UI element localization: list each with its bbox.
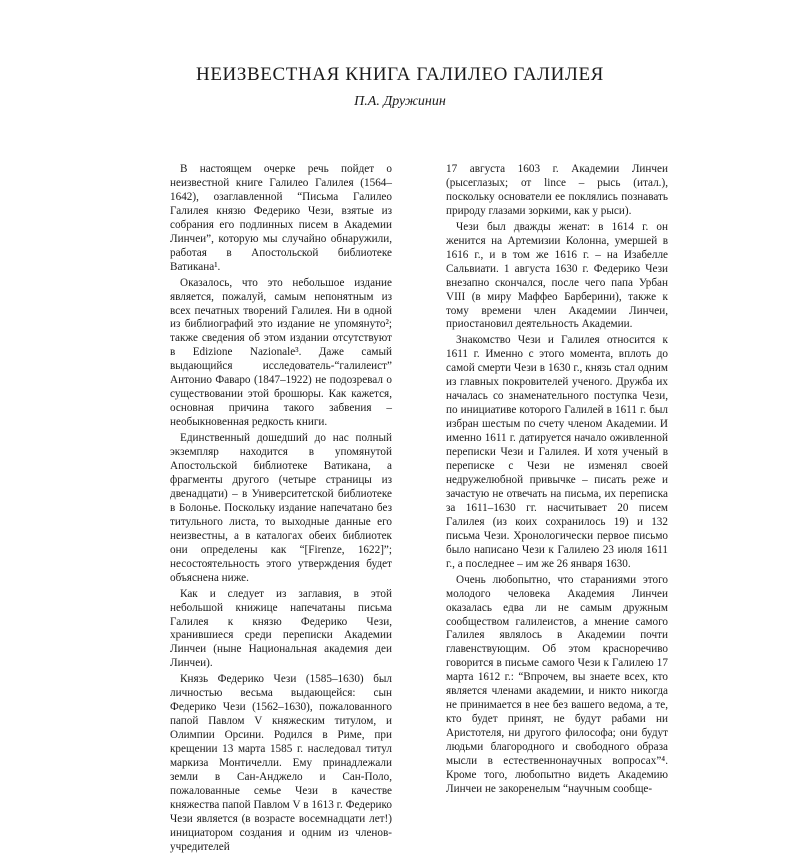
paragraph: Князь Федерико Чези (1585–1630) был личностью весьма выдающейся: сын Федерико Чези (1562–1630), пожалованного папой Павлом V княжеским титулом, и Олимпии Орсини. Родился в Риме, при крещении 13 марта 1585 г. наследовал титул маркиза Монтичелли. Ему принадлежали земли в Сан-Анджело и Сан-Поло, пожалованные семье Чези в качестве княжества папой Павлом V в 1613 г. Федерико Чези является (в возрасте восемнадцати лет!) инициатором создания и одним из членов-учредителей [170, 673, 392, 853]
paragraph: Чези был дважды женат: в 1614 г. он женится на Артемизии Колонна, умершей в 1616 г., и в том же 1616 г. – на Изабелле Сальвиати. 1 августа 1630 г. Федерико Чези внезапно скончался, после чего папа Урбан VIII (в миру Маффео Барберини), также к тому времени член Академии Линчеи, приостановил деятельность Академии. [446, 220, 668, 331]
article-author: П.А. Дружинин [354, 94, 446, 109]
left-text-column [170, 163, 392, 857]
paragraph: Очень любопытно, что стараниями этого молодого человека Академия Линчеи оказалась едва ли не самым дружным сообществом галилеистов, а мнение самого Галилея являлось в Академии почти главенствующим. Об этом красноречиво говорится в письме самого Чези к Галилею 17 марта 1612 г.: “Впрочем, вы знаете всех, кто является членами академии, и никто никогда не принимается в нее без вашего ведома, а те, кто будет принят, не будут рабами ни Аристотеля, ни другого философа; они будут людьми благородного и свободного образа мысли в естественнонаучных вопросах”⁴. Кроме того, любопытно видеть Академию Линчеи не закоренелым “научным сообще- [446, 573, 668, 795]
paragraph: Как и следует из заглавия, в этой небольшой книжице напечатаны письма Галилея к князю Федерико Чези, хранившиеся среди переписки Академии Линчеи (ныне Национальная академия деи Линчеи). [170, 587, 392, 670]
article-title: НЕИЗВЕСТНАЯ КНИГА ГАЛИЛЕО ГАЛИЛЕЯ [196, 64, 604, 85]
paragraph: Оказалось, что это небольшое издание является, пожалуй, самым непонятным из всех печатных творений Галилея. Ни в одной из библиографий это издание не упомянуто²; также сведения об этом издании отсутствуют в Edizione Nazionale³. Даже самый выдающийся исследователь-“галилеист” Антонио Фаваро (1847–1922) не подозревал о существовании этой брошюры. Как кажется, основная причина такого забвения – необыкновенная редкость книги. [170, 276, 392, 429]
paragraph: Единственный дошедший до нас полный экземпляр находится в упомянутой Апостольской библиотеке Ватикана, а фрагменты другого (четыре страницы из двенадцати) – в Университетской библиотеке в Болонье. Поскольку издание напечатано без титульного листа, то выходные данные его неизвестны, а в каталогах обеих библиотек они определены как “[Firenze, 1622]”; несостоятельность этого утверждения будет объяснена ниже. [170, 432, 392, 584]
right-text-column [446, 163, 668, 799]
paragraph: В настоящем очерке речь пойдет о неизвестной книге Галилео Галилея (1564–1642), озаглавленной “Письма Галилео Галилея князю Федерико Чези, взятые из собрания его подлинных писем в Академии Линчеи”, которую мы случайно обнаружили, работая в Апостольской библиотеке Ватикана¹. [170, 163, 392, 273]
paragraph: Знакомство Чези и Галилея относится к 1611 г. Именно с этого момента, вплоть до самой смерти Чези в 1630 г., князь стал одним из главных покровителей ученого. Дружба их началась со знаменательного поступка Чези, по инициативе которого Галилей в 1611 г. был избран шестым по счету членом Академии. И именно 1611 г. датируется начало оживленной переписки Чези и Галилея. И хотя ученый в переписке с Чези не изменял своей недружелюбной привычке – писать реже и зачастую не отвечать на письма, их переписка за 1611–1630 гг. насчитывает 20 писем Галилея (из коих сохранилось 19) и 132 письма Чези. Хронологически первое письмо было написано Чези к Галилею 23 июля 1611 г., а последнее – им же 26 января 1630. [446, 334, 668, 570]
paragraph-continuation: 17 августа 1603 г. Академии Линчеи (рысеглазых; от lince – рысь (итал.), поскольку основатели ее поклялись познавать природу глазами зоркими, как у рыси). [446, 163, 668, 217]
